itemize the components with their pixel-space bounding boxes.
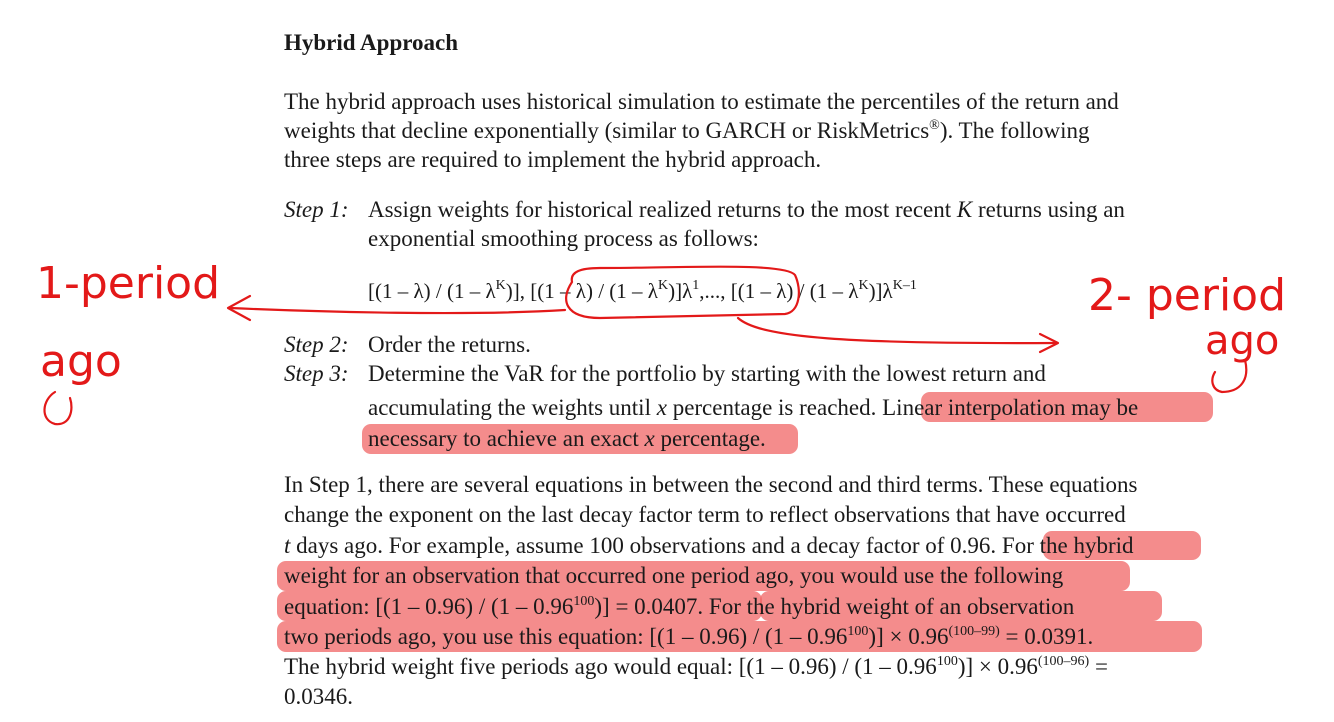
step-3-line-1: Determine the VaR for the portfolio by starting with the lowest return and	[368, 361, 1046, 386]
ink-right-hook	[1212, 360, 1246, 392]
body-line-3: t days ago. For example, assume 100 observations and a decay factor of 0.96. For the hybrid	[284, 533, 1134, 558]
step-2-label: Step 2:	[284, 332, 349, 357]
formula-term-3: $[(1 - \lambda) / (1 - \lambda^K)]\lambda^{K-1}$	[730, 278, 917, 303]
formula-separator: ,...,	[699, 279, 726, 303]
step-3-label: Step 3:	[284, 361, 349, 386]
body-line-5: equation: $[(1 - 0.96) / (1 - 0.96^{100})] = 0.0407$. For the hybrid weight of an observation	[284, 594, 1075, 619]
formula-term-2: $[(1 - \lambda) / (1 - \lambda^K)]\lambda^1$	[530, 278, 700, 303]
step-1-line-2: exponential smoothing process as follows:	[368, 226, 759, 251]
handwritten-left-1: 1-period	[36, 258, 221, 309]
formula-term-1: $[(1 - \lambda) / (1 - \lambda^K)]$,	[368, 278, 526, 303]
intro-text: weights that decline exponentially (similar to GARCH or RiskMetrics	[284, 118, 930, 143]
body-line-1: In Step 1, there are several equations in between the second and third terms. These equations	[284, 472, 1138, 497]
ink-loop-term2	[566, 267, 799, 318]
step-3-line-3: necessary to achieve an exact x percentage.	[368, 426, 766, 451]
handwritten-right-2: ago	[1205, 318, 1280, 364]
ink-arrow-right	[738, 318, 1055, 343]
ink-arrow-left	[230, 308, 565, 313]
intro-line-3: three steps are required to implement the hybrid approach.	[284, 147, 822, 172]
body-line-2: change the exponent on the last decay factor term to reflect observations that have occurred	[284, 502, 1126, 527]
intro-text-end: ). The following	[939, 118, 1090, 143]
step-1-label: Step 1:	[284, 197, 349, 222]
body-line-8: 0.0346.	[284, 684, 353, 709]
intro-line-1: The hybrid approach uses historical simulation to estimate the percentiles of the return and	[284, 89, 1119, 114]
registered-mark: ®	[929, 118, 940, 133]
handwritten-left-2: ago	[40, 336, 122, 387]
step-3-line-2: accumulating the weights until x percentage is reached. Linear interpolation may be	[368, 395, 1139, 420]
ink-left-hook	[44, 392, 71, 424]
step-1-text: Assign weights for historical realized returns to the most recent	[368, 197, 957, 222]
step-1-k: K	[956, 197, 973, 222]
step-1-text-end: returns using an	[972, 197, 1125, 222]
body-line-7: The hybrid weight five periods ago would equal: $[(1 - 0.96) / (1 - 0.96^{100})] \times 0.96^{(100-96)}$ =	[284, 654, 1108, 679]
body-line-6: two periods ago, you use this equation: $[(1 - 0.96) / (1 - 0.96^{100})] \times 0.96^{(100-99)} = 0.0391$.	[284, 624, 1094, 649]
section-heading: Hybrid Approach	[284, 30, 459, 55]
body-line-4: weight for an observation that occurred one period ago, you would use the following	[284, 563, 1064, 588]
handwritten-right-1: 2- period	[1088, 270, 1287, 321]
step-2-line-1: Order the returns.	[368, 332, 531, 357]
